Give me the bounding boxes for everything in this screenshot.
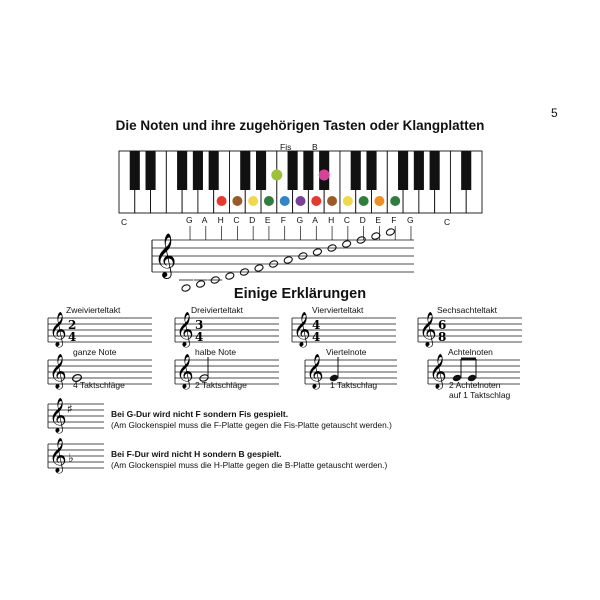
note-letter: C [343,215,350,225]
note-letter: G [296,215,304,225]
eighth-note-beats-1: 2 Achtelnoten [449,380,501,390]
treble-clef-icon: 𝄞 [49,354,67,389]
note-letter: E [375,215,382,225]
key-signature-staves [48,398,104,474]
note-letter: F [391,215,397,225]
time-sig-top: 6 [438,318,447,332]
flat-icon: ♭ [68,451,74,465]
page-title: Die Noten und ihre zugehörigen Tasten oder Klangplatten [115,118,485,133]
treble-clef-icon: 𝄞 [419,312,437,347]
note-letter: H [217,215,224,225]
time-signature-staff [418,312,522,348]
treble-clef-icon: 𝄞 [429,354,447,389]
quarter-note-label: Viertelnote [326,347,367,357]
f-major-note: (Am Glockenspiel muss die H-Platte gegen die B-Platte getauscht werden.) [111,460,388,470]
half-note-label: halbe Note [195,347,237,357]
time-sig-top: 4 [312,318,321,332]
sharp-icon: ♯ [67,402,73,416]
time-sig-bottom: 4 [68,330,77,344]
quarter-note-beats: 1 Taktschlag [330,380,378,390]
f-major-text: Bei F-Dur wird nicht H sondern B gespielt. [111,449,282,459]
note-letter: G [406,215,414,225]
eighth-note-beats-2: auf 1 Taktschlag [449,390,511,400]
half-note-beats: 2 Taktschläge [195,380,247,390]
treble-clef-icon: 𝄞 [176,312,194,347]
note-letter: D [359,215,366,225]
note-letter: C [233,215,240,225]
note-letter: D [249,215,256,225]
treble-clef-icon: 𝄞 [176,354,194,389]
whole-note-beats: 4 Taktschläge [73,380,125,390]
treble-clef-icon: 𝄞 [154,233,177,277]
time-signature-label: Zweivierteltakt [66,305,121,315]
note-letter: H [328,215,335,225]
treble-clef-icon: 𝄞 [49,438,67,473]
time-sig-bottom: 4 [195,330,204,344]
time-sig-top: 2 [68,318,77,332]
eighth-note-label: Achtelnoten [448,347,493,357]
time-sig-bottom: 8 [438,330,447,344]
label-b: B [312,142,318,152]
treble-clef-icon: 𝄞 [293,312,311,347]
page-number: 5 [551,106,558,120]
label-c-right: C [444,217,451,227]
time-signature-staff [48,312,152,348]
treble-clef-icon: 𝄞 [49,312,67,347]
time-signature-label: Sechsachteltakt [437,305,498,315]
time-signature-staff [292,312,396,348]
treble-clef-icon: 𝄞 [306,354,324,389]
note-letter: A [201,215,208,225]
note-letter: G [186,215,193,225]
time-signature-label: Dreivierteltakt [191,305,243,315]
section-title: Einige Erklärungen [233,286,367,302]
note-letter: A [312,215,318,225]
g-major-text: Bei G-Dur wird nicht F sondern Fis gespielt. [111,409,289,419]
time-sig-top: 3 [195,318,204,332]
whole-note-label: ganze Note [73,347,117,357]
note-letter: F [280,215,286,225]
g-major-staff [48,398,104,434]
note-letter: E [264,215,271,225]
time-signature-label: Viervierteltakt [312,305,364,315]
treble-clef-icon: 𝄞 [49,398,67,433]
label-fis: Fis [280,142,292,152]
label-c-left: C [121,217,128,227]
g-major-note: (Am Glockenspiel muss die F-Platte gegen die Fis-Platte getauscht werden.) [111,420,392,430]
f-major-staff [48,438,104,474]
time-sig-bottom: 4 [312,330,321,344]
time-signature-staff [175,312,279,348]
